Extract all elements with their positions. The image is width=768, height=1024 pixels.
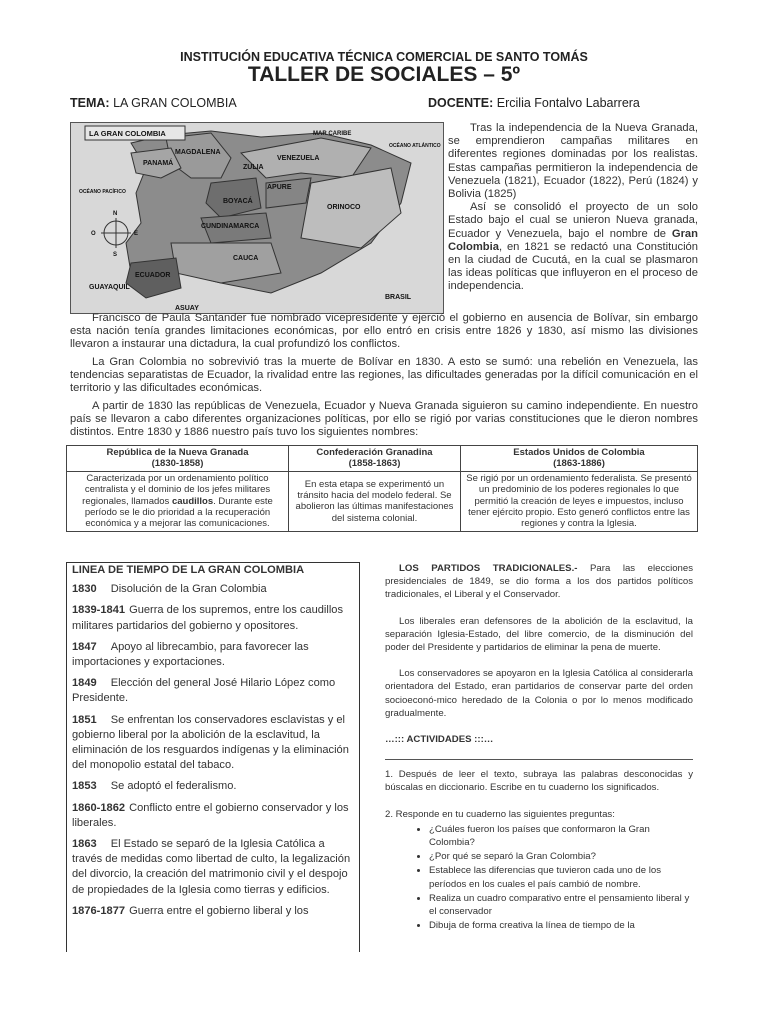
timeline-item xyxy=(72,640,354,670)
map-label-orinoco: ORINOCO xyxy=(327,204,361,211)
docente-line xyxy=(428,96,640,110)
cell-text: En esta etapa se experimentó un tránsito hacia del modelo federal. Se abolieron las últimas manifestaciones del sistema colonial. xyxy=(295,478,454,524)
compass-e: E xyxy=(134,231,139,237)
timeline-event: Se enfrentan los conservadores esclavistas y el gobierno liberal por la abolición de la esclavitud, la eliminación de los resguardos indígenas y la eliminación del monopolio estatal del tabaco. xyxy=(72,713,349,772)
periods-table xyxy=(66,445,698,532)
timeline-year: 1860-1862 xyxy=(72,801,126,814)
questions-list xyxy=(385,823,693,933)
col-name: Estados Unidos de Colombia xyxy=(513,447,645,458)
table-header-confederacion xyxy=(289,446,461,472)
docente-label: DOCENTE: xyxy=(428,96,494,110)
partidos-intro-text: Para las elecciones presidenciales de 1849, se dio forma a los dos partidos políticos tradicionales, el Liberal y el Conservador. xyxy=(385,563,694,601)
col-years: (1858-1863) xyxy=(348,458,401,470)
cell-bold-term: caudillos xyxy=(171,495,214,507)
map-label-asuay: ASUAY xyxy=(175,305,199,312)
timeline-item xyxy=(72,603,354,633)
map-label-cauca: CAUCA xyxy=(233,255,259,262)
compass-n: N xyxy=(113,211,118,217)
timeline-year: 1876-1877 xyxy=(72,904,126,917)
timeline-items xyxy=(72,582,354,919)
timeline-year: 1847 xyxy=(72,640,97,653)
col-name: República de la Nueva Granada xyxy=(106,447,249,458)
partidos-intro xyxy=(385,562,693,602)
table-cell-confederacion xyxy=(289,471,461,531)
body-paragraph-2 xyxy=(70,356,698,396)
question-item: • ¿Cuáles fueron los países que conformaron la Gran Colombia? xyxy=(429,823,693,849)
body-paragraph-1 xyxy=(70,312,698,352)
map-label-venezuela: VENEZUELA xyxy=(277,155,320,162)
intro-paragraph-2: Así se consolidó el proyecto de un solo Estado bajo el cual se unieron Nueva granada, Ecuador y Venezuela, bajo el nombre de Gran Colombia, en 1821 se redactó una Constitución en la ciudad de Cucutá, en la cual se plasmaron las ideas políticas que influyeron en el proceso de independencia. xyxy=(448,201,698,293)
timeline-item xyxy=(72,837,354,898)
map-label-cundinamarca: CUNDINAMARCA xyxy=(201,223,260,230)
map-label-panama: PANAMÁ xyxy=(143,160,174,167)
intro-text xyxy=(448,122,698,294)
timeline-event: El Estado se separó de la Iglesia Católica a través de medidas como libertad de culto, la legalización del divorcio, la creación del matrimonio civil y el despojo de propiedades de la Iglesia como tierras y edificios. xyxy=(72,838,351,896)
timeline-year: 1830 xyxy=(72,583,97,596)
timeline-year: 1839-1841 xyxy=(72,604,126,617)
right-column xyxy=(385,562,693,933)
conservadores-paragraph: Los conservadores se apoyaron en la Iglesia Católica al considerarla orientadora del Estado, eran partidarios de conservar parte del orden socioeconó-mico heredado de la Colonia o por lo menos modificado gradualmente. xyxy=(385,668,693,719)
timeline-year: 1849 xyxy=(72,677,97,690)
question-item: • Establece las diferencias que tuvieron cada uno de los períodos en los cuales el país cambió de nombre. xyxy=(429,864,693,890)
table-cell-estados-unidos xyxy=(461,471,698,531)
map-label-brasil: BRASIL xyxy=(385,294,412,301)
timeline-item xyxy=(72,582,354,597)
cell-text: Caracterizada por un ordenamiento político centralista y el dominio de los jefes militares regionales, llamados xyxy=(82,472,271,507)
timeline-box xyxy=(66,562,360,952)
map-label-ecuador: ECUADOR xyxy=(135,272,171,279)
timeline-event: Guerra de los supremos, entre los caudillos militares partidarios del gobierno y opositores. xyxy=(72,604,344,632)
timeline-title: LINEA DE TIEMPO DE LA GRAN COLOMBIA xyxy=(72,564,305,576)
cell-text: . Durante este período se le dio prioridad a la recuperación económica y a mejorar las comunicaciones. xyxy=(84,495,273,530)
timeline-event: Conflicto entre el gobierno conservador y los liberales. xyxy=(72,801,349,829)
worksheet-title: TALLER DE SOCIALES – 5º xyxy=(247,63,521,86)
paragraph-bolivar: La Gran Colombia no sobrevivió tras la muerte de Bolívar en 1830. A esto se sumó: una rebelión en Venezuela, las tendencias separatistas de Ecuador, la rivalidad entre las regiones, las dificultades generadas por la difícil comunicación en el territorio y las dificultades económicas. xyxy=(70,356,698,395)
actividad-2: 2. Responde en tu cuaderno las siguientes preguntas: xyxy=(385,808,615,820)
timeline-event: Se adoptó el federalismo. xyxy=(110,780,237,793)
map-label-guayaquil: GUAYAQUIL xyxy=(89,284,130,291)
divider xyxy=(385,759,693,760)
question-item: • ¿Por qué se separó la Gran Colombia? xyxy=(429,850,693,863)
timeline-event: Apoyo al librecambio, para favorecer las importaciones y exportaciones. xyxy=(72,640,309,669)
table-cell-nueva-granada xyxy=(67,471,289,531)
timeline-event: Disolución de la Gran Colombia xyxy=(110,583,267,596)
cell-text: Se rigió por un ordenamiento federalista. Se presentó un predominio de los poderes regionales lo que permitió la creación de leyes e impuestos, incluso tener ejército propio. Esto generó conflictos entre las regiones y contra la Iglesia. xyxy=(466,472,692,530)
actividades-title: …::: ACTIVIDADES :::… xyxy=(385,734,494,746)
timeline-item xyxy=(72,904,354,919)
compass-s: S xyxy=(113,252,118,258)
map-label-oceano-pacifico: OCÉANO PACÍFICO xyxy=(79,189,126,195)
map-label-magdalena: MAGDALENA xyxy=(175,149,221,156)
timeline-item xyxy=(72,801,354,831)
paragraph-santander: Francisco de Paula Santander fue nombrado vicepresidente y ejerció el gobierno en ausencia de Bolívar, sin embargo esta nación tenía grandes limitaciones económicas, por ello entró en crisis entre 1826 y 1830, así mismo las divisiones llevaron a instaurar una dictadura, la cual profundizó los conflictos. xyxy=(70,312,698,351)
liberales-paragraph: Los liberales eran defensores de la abolición de la esclavitud, la separación Iglesia-Estado, del libre comercio, de la disminución del poder del Presidente y partidarios de eliminar la pena de muerte. xyxy=(385,615,693,654)
actividad-1: 1. Después de leer el texto, subraya las palabras desconocidas y búscalas en diccionario. Escribe en tu cuaderno los significados. xyxy=(385,769,693,794)
map-label-zulia: ZULIA xyxy=(243,164,264,171)
map-title: LA GRAN COLOMBIA xyxy=(89,129,166,138)
tema-value: LA GRAN COLOMBIA xyxy=(113,96,237,110)
map-label-oceano-atlantico: OCÉANO ATLÁNTICO xyxy=(389,143,441,149)
bold-term-gran-colombia: Gran Colombia xyxy=(448,227,698,253)
timeline-year: 1853 xyxy=(72,780,97,793)
timeline-item xyxy=(72,713,354,774)
tema-line xyxy=(70,96,237,110)
timeline-event: Guerra entre el gobierno liberal y los xyxy=(129,904,309,917)
timeline-item xyxy=(72,779,354,794)
timeline-year: 1863 xyxy=(72,838,97,851)
partidos-heading: LOS PARTIDOS TRADICIONALES.- xyxy=(399,563,578,574)
map-label-mar-caribe: MAR CARIBE xyxy=(313,131,352,137)
timeline-year: 1851 xyxy=(72,713,97,726)
question-item: • Dibuja de forma creativa la línea de tiempo de la xyxy=(429,919,693,932)
table-header-estados-unidos xyxy=(461,446,698,472)
timeline-item xyxy=(72,676,354,706)
institution-name: INSTITUCIÓN EDUCATIVA TÉCNICA COMERCIAL DE SANTO TOMÁS xyxy=(180,50,588,64)
col-name: Confederación Granadina xyxy=(316,447,433,458)
map-label-boyaca: BOYACÁ xyxy=(223,198,253,205)
paragraph-repúblicas: A partir de 1830 las repúblicas de Venezuela, Ecuador y Nueva Granada siguieron su camino independiente. En nuestro país se llevaron a cabo diferentes organizaciones políticas, por ello se rigió por varias constituciones que le dieron nombres distintos. Entre 1830 y 1886 nuestro país tuvo los siguientes nombres: xyxy=(70,400,698,439)
docente-value: Ercilia Fontalvo Labarrera xyxy=(496,96,640,110)
compass-o: O xyxy=(91,231,96,237)
question-item: • Realiza un cuadro comparativo entre el pensamiento liberal y el conservador xyxy=(429,892,693,918)
col-years: (1863-1886) xyxy=(553,458,605,470)
table-header-nueva-granada xyxy=(67,446,289,472)
map-label-apure: APURE xyxy=(267,184,292,191)
col-years: (1830-1858) xyxy=(151,458,204,470)
gran-colombia-map xyxy=(70,122,444,314)
timeline-event: Elección del general José Hilario López como Presidente. xyxy=(72,677,336,705)
tema-label: TEMA: xyxy=(70,96,110,110)
body-paragraph-3 xyxy=(70,400,698,440)
intro-paragraph-1: Tras la independencia de la Nueva Granada, se emprendieron campañas militares en diferentes regiones dominadas por los realistas. Estas campañas permitieron la independencia de Venezuela (1821), Ecuador (1822), Perú (1824) y Bolivia (1825) xyxy=(448,122,698,201)
